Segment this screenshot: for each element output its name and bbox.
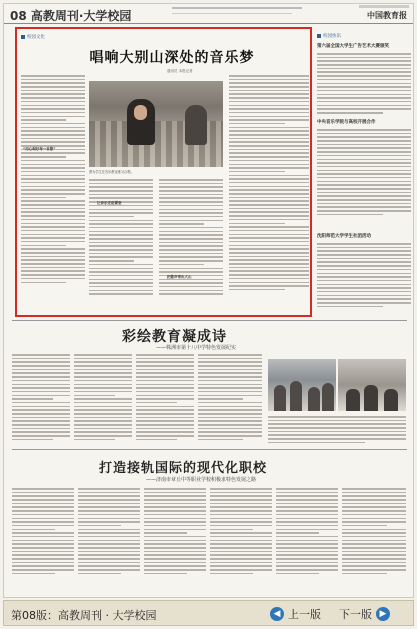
text-column (317, 53, 411, 116)
next-page-button[interactable] (339, 605, 390, 622)
article-photo (89, 81, 223, 167)
article-subhead: “用心唱好每一首歌” (23, 147, 56, 151)
text-column (89, 179, 153, 297)
page-label: 08 高教周刊·大学校园 (10, 9, 132, 23)
article-title: 唱响大别山深处的音乐梦 (89, 50, 255, 66)
sidebar-item-title[interactable]: 中央音乐学院与高校开展合作 (317, 120, 376, 125)
sidebar-tag: 校园快讯 (317, 33, 341, 39)
arrow-right-icon: ▶ (376, 607, 390, 621)
prev-page-label: 上一版 (288, 607, 321, 621)
bottom-article-title[interactable]: 打造接轨国际的现代化职校 (99, 461, 268, 476)
header-date-line (359, 5, 409, 8)
section-divider (12, 449, 407, 450)
text-column (210, 488, 272, 577)
middle-article-title[interactable]: 彩绘教育凝成诗 (122, 329, 227, 345)
section-divider (12, 320, 407, 321)
section-tag: 校园文化 (21, 34, 45, 40)
middle-article-subtitle: ——株洲市第十八中学特色发展纪实 (156, 345, 237, 351)
text-column (74, 354, 132, 443)
sidebar-column (317, 27, 411, 317)
text-column (317, 243, 411, 309)
page-footer-nav (3, 600, 414, 626)
photo-caption: 图为学生在音乐教室练习合唱。 (89, 170, 134, 174)
text-column (268, 416, 406, 446)
text-column (12, 488, 74, 577)
page-header (4, 4, 414, 24)
text-column (136, 354, 194, 443)
arrow-left-icon: ◀ (270, 607, 284, 621)
sidebar-item-title[interactable]: 第六届全国大学生广告艺术大赛颁奖 (317, 44, 389, 49)
text-column (342, 488, 406, 577)
text-column (21, 75, 85, 285)
text-column (276, 488, 338, 577)
newspaper-page (3, 3, 414, 598)
text-column (317, 129, 411, 218)
newspaper-logo: 中国教育报 (367, 10, 407, 20)
text-column (144, 488, 206, 577)
header-meta-line (172, 13, 292, 14)
current-page-label: 第08版：高教周刊 · 大学校园 (11, 609, 157, 622)
next-page-label: 下一版 (339, 607, 372, 621)
article-byline: 通讯员 本报记者 (167, 69, 193, 73)
middle-photo-1 (268, 359, 336, 411)
sidebar-item-title[interactable]: 沈阳师范大学学生社团活动 (317, 234, 371, 239)
text-column (198, 354, 262, 443)
article-subhead: 把歌声带出大山 (167, 275, 192, 279)
featured-article[interactable] (15, 27, 312, 317)
bottom-article-subtitle: ——济南市章丘中等职业学校积极求特色发展之路 (146, 477, 257, 483)
text-column (12, 354, 70, 443)
text-column (229, 75, 309, 293)
prev-page-button[interactable] (270, 605, 321, 622)
text-column (78, 488, 140, 577)
article-subhead: 让音乐走进课堂 (97, 201, 122, 205)
header-meta-lines (172, 7, 302, 9)
middle-photo-2 (338, 359, 406, 411)
